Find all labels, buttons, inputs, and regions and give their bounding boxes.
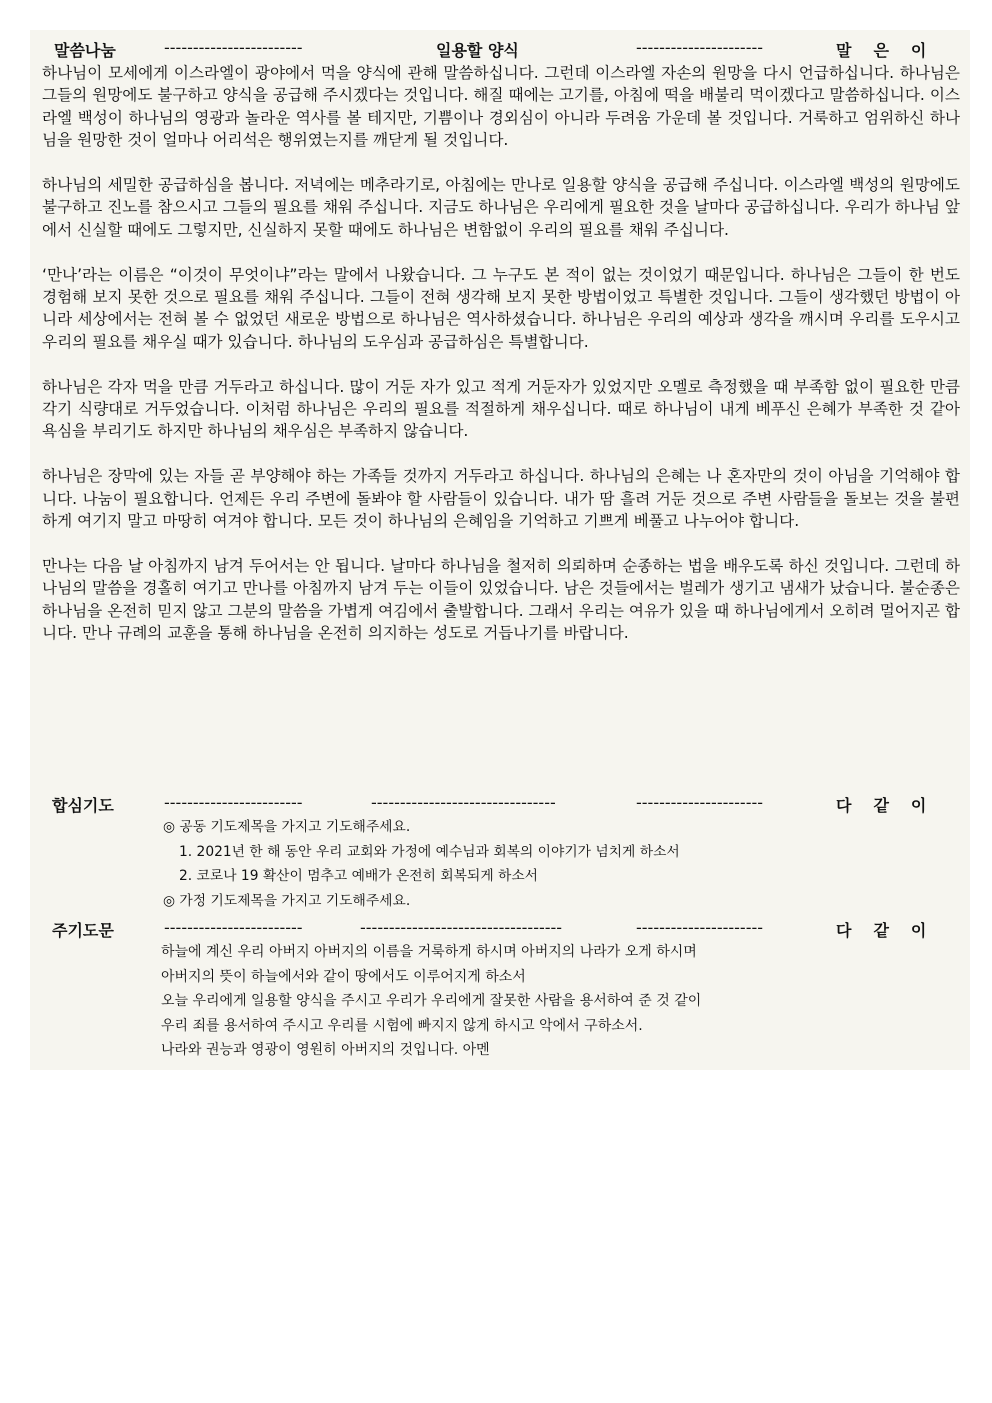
prayer-family-heading: ◎ 가정 기도제목을 가지고 기도해주세요. — [163, 892, 411, 909]
dash-separator: ---------------------- — [636, 38, 764, 57]
sermon-header — [30, 30, 970, 62]
prayer-list — [163, 815, 680, 913]
lords-prayer-line: 나라와 권능과 영광이 영원히 아버지의 것입니다. 아멘 — [161, 1042, 490, 1058]
prayer-header — [30, 785, 970, 817]
dash-separator: ------------------------ — [164, 918, 303, 937]
speaker: 말은이 — [836, 41, 949, 60]
lords-prayer-who: 다같이 — [836, 921, 949, 940]
lords-prayer-line: 아버지의 뜻이 하늘에서와 같이 땅에서도 이루어지게 하소서 — [161, 968, 526, 985]
lords-prayer-line: 하늘에 계신 우리 아버지 아버지의 이름을 거룩하게 하시며 아버지의 나라가 오게 하시며 — [161, 944, 697, 960]
sermon-paragraph: 하나님은 장막에 있는 자들 곧 부양해야 하는 가족들 것까지 거두라고 하십니다. 하나님의 은혜는 나 혼자만의 것이 아님을 기억해야 합니다. 나눔이 필요합니다. 언제든 우리 주변에 돌봐야 할 사람들이 있습니다. 내가 땀 흘려 거둔 것으로 주변 사람들을 돌보는 것을 불편하게 여기지 말고 마땅히 여겨야 합니다. 모든 것이 하나님의 은혜임을 기억하고 기쁘게 베풀고 나누어야 합니다. — [42, 467, 960, 531]
sermon-paragraph: ‘만나’라는 이름은 “이것이 무엇이냐”라는 말에서 나왔습니다. 그 누구도 본 적이 없는 것이었기 때문입니다. 하나님은 그들이 한 번도 경험해 보지 못한 것으로 필요를 채워 주십니다. 그들이 전혀 생각해 보지 못한 방법이었고 특별한 것입니다. 그들이 생각했던 방법이 아니라 세상에서는 전혀 볼 수 없었던 새로운 방법으로 하나님은 역사하셨습니다. 하나님은 우리의 예상과 생각을 깨시며 우리를 도우시고 우리의 필요를 채우실 때가 있습니다. 하나님의 도우심과 공급하심은 특별합니다. — [42, 265, 960, 351]
sermon-paragraph: 하나님은 각자 먹을 만큼 거두라고 하십니다. 많이 거둔 자가 있고 적게 거둔자가 있었지만 오멜로 측정했을 때 부족함 없이 필요한 만큼 각기 식량대로 거두었습니다. 이처럼 하나님은 우리의 필요를 적절하게 채우십니다. 때로 하나님이 내게 베푸신 은혜가 부족한 것 같아 욕심을 부리기도 하지만 하나님의 채우심은 부족하지 않습니다. — [42, 377, 960, 441]
dash-separator: -------------------------------- — [371, 793, 556, 812]
dash-separator: ------------------------ — [164, 38, 303, 57]
dash-separator: ------------------------ — [164, 793, 303, 812]
lords-prayer-line: 우리 죄를 용서하여 주시고 우리를 시험에 빠지지 않게 하시고 악에서 구하소서. — [161, 1017, 643, 1034]
prayer-who: 다같이 — [836, 796, 949, 815]
sermon-paragraph: 만나는 다음 날 아침까지 남겨 두어서는 안 됩니다. 날마다 하나님을 철저히 의뢰하며 순종하는 법을 배우도록 하신 것입니다. 그런데 하나님의 말씀을 경홀히 여기고 만나를 아침까지 남겨 두는 이들이 있었습니다. 남은 것들에서는 벌레가 생기고 냄새가 났습니다. 불순종은 하나님을 온전히 믿지 않고 그분의 말씀을 가볍게 여김에서 출발합니다. 그래서 우리는 여유가 있을 때 하나님에게서 오히려 멀어지곤 합니다. 만나 규례의 교훈을 통해 하나님을 온전히 의지하는 성도로 거듭나기를 바랍니다. — [42, 556, 960, 643]
lords-prayer-text — [161, 940, 701, 1063]
sermon-paragraph: 하나님이 모세에게 이스라엘이 광야에서 먹을 양식에 관해 말씀하십니다. 그런데 이스라엘 자손의 원망을 다시 언급하십니다. 하나님은 그들의 원망에도 불구하고 양식을 공급해 주시겠다는 것입니다. 해질 때에는 고기를, 아침에 떡을 배불리 먹이겠다고 말씀하십니다. 이스라엘 백성이 하나님의 영광과 놀라운 역사를 볼 테지만, 기쁨이나 경외심이 아니라 두려움 가운데 볼 것입니다. 거룩하고 엄위하신 하나님을 원망한 것이 얼마나 어리석은 행위였는지를 깨닫게 될 것입니다. — [42, 64, 960, 150]
prayer-item: 1. 2021년 한 해 동안 우리 교회와 가정에 예수님과 회복의 이야기가 넘치게 하소서 — [179, 843, 680, 860]
sermon-body — [30, 62, 970, 644]
dash-separator: ---------------------- — [636, 793, 764, 812]
sermon-paragraph: 하나님의 세밀한 공급하심을 봅니다. 저녁에는 메추라기로, 아침에는 만나로 일용할 양식을 공급해 주십니다. 이스라엘 백성의 원망에도 불구하고 진노를 참으시고 그들의 필요를 채워 주십니다. 지금도 하나님은 우리에게 필요한 것을 날마다 공급하십니다. 우리가 하나님 앞에서 신실할 때에도 그렇지만, 신실하지 못할 때에도 하나님은 변함없이 우리의 필요를 채워 주십니다. — [42, 176, 960, 239]
sermon-title: 일용할 양식 — [436, 41, 519, 60]
lords-prayer-header — [30, 910, 970, 942]
section-label: 합심기도 — [52, 796, 114, 815]
dash-separator: ----------------------------------- — [360, 918, 563, 937]
prayer-common-heading: ◎ 공동 기도제목을 가지고 기도해주세요. — [163, 819, 411, 835]
dash-separator: ---------------------- — [636, 918, 764, 937]
bulletin-page — [30, 30, 970, 1070]
lords-prayer-line: 오늘 우리에게 일용할 양식을 주시고 우리가 우리에게 잘못한 사람을 용서하여 준 것 같이 — [161, 993, 702, 1009]
prayer-item: 2. 코로나 19 확산이 멈추고 예배가 온전히 회복되게 하소서 — [179, 868, 539, 884]
section-label: 주기도문 — [52, 921, 114, 940]
section-label: 말씀나눔 — [54, 41, 116, 60]
